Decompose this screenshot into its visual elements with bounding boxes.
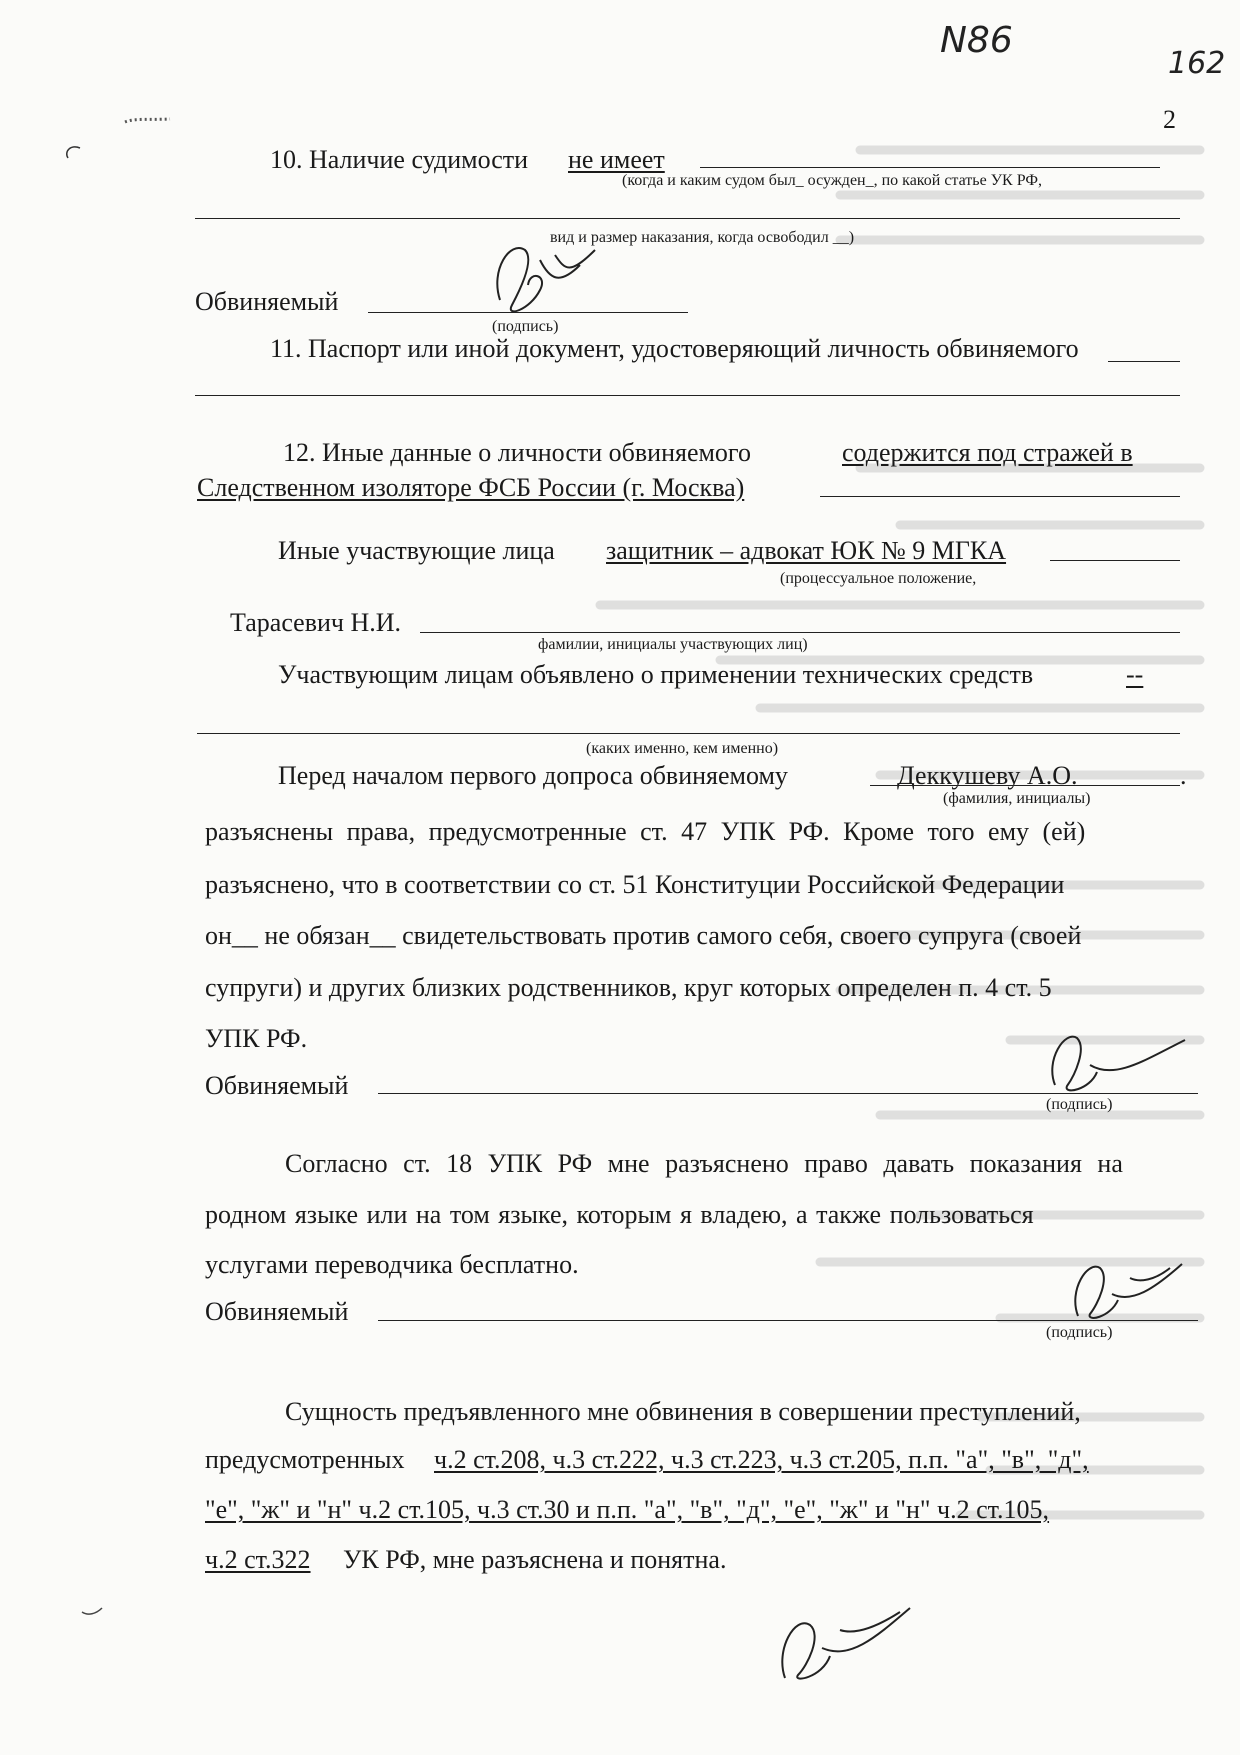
accused-name: Деккушеву А.О. (897, 761, 1078, 790)
participants-name: Тарасевич Н.И. (230, 608, 402, 637)
criminal-record-caption-1: (когда и каким судом был_ осужден_, по какой статье УК РФ, (622, 172, 1042, 189)
other-data-value-1: содержится под стражей в (842, 438, 1133, 467)
other-data-fill-line (820, 496, 1180, 497)
charges-line-2-value: ч.2 ст.208, ч.3 ст.222, ч.3 ст.223, ч.3 ст.205, п.п. "а", "в", "д", (434, 1445, 1089, 1474)
passport-label: 11. Паспорт или иной документ, удостоверяющий личность обвиняемого (270, 334, 1079, 363)
criminal-record-line-2 (195, 218, 1180, 219)
language-line-1: Согласно ст. 18 УПК РФ мне разъяснено право давать показания на (285, 1149, 1123, 1178)
handwritten-doc-number: N86 (940, 20, 1013, 61)
other-data-value-2: Следственном изоляторе ФСБ России (г. Москва) (197, 473, 745, 502)
accused-signature-image-2 (1035, 1020, 1195, 1100)
passport-fill-line (1108, 361, 1180, 362)
participants-label: Иные участвующие лица (278, 536, 555, 565)
technical-means-value: -- (1126, 660, 1144, 689)
language-line-2: родном языке или на том языке, которым я владею, а также пользоваться (205, 1200, 1034, 1229)
charges-line-3: "е", "ж" и "н" ч.2 ст.105, ч.3 ст.30 и п.п. "а", "в", "д", "е", "ж" и "н" ч.2 ст.105, (205, 1495, 1050, 1524)
signature-caption-3: (подпись) (1046, 1324, 1113, 1341)
handwritten-sheet-number: 162 (1168, 46, 1226, 81)
criminal-record-label: 10. Наличие судимости (270, 145, 529, 174)
technical-means-caption: (каких именно, кем именно) (586, 740, 779, 757)
technical-means-line (197, 733, 1180, 734)
accused-label: Обвиняемый (195, 287, 339, 316)
participants-name-line (420, 632, 1180, 633)
participants-caption-2: фамилии, инициалы участвующих лиц) (538, 636, 808, 653)
rights-line-3: он__ не обязан__ свидетельствовать против самого себя, своего супруга (своей (205, 921, 1082, 950)
rights-line-5: УПК РФ. (205, 1024, 308, 1053)
other-data-label: 12. Иные данные о личности обвиняемого (283, 438, 751, 467)
rights-line-4: супруги) и других близких родственников, круг которых определен п. 4 ст. 5 (205, 973, 1052, 1002)
before-interrogation-label: Перед началом первого допроса обвиняемому (278, 761, 788, 790)
charges-line-1: Сущность предъявленного мне обвинения в совершении преступлений, (285, 1397, 1081, 1426)
rights-line-1: разъяснены права, предусмотренные ст. 47 УПК РФ. Кроме того ему (ей) (205, 817, 1086, 846)
accused-signature-image-4 (760, 1590, 920, 1690)
charges-line-2-label: предусмотренных (205, 1445, 405, 1474)
criminal-record-fill-line (700, 167, 1160, 168)
accused-name-caption: (фамилия, инициалы) (943, 790, 1091, 807)
charges-line-4-value: ч.2 ст.322 (205, 1545, 311, 1574)
participants-value: защитник – адвокат ЮК № 9 МГКА (606, 536, 1007, 565)
accused-signature-image-3 (1060, 1248, 1190, 1328)
signature-caption-2: (подпись) (1046, 1096, 1113, 1113)
participants-caption-1: (процессуальное положение, (780, 570, 977, 587)
technical-means-label: Участвующим лицам объявлено о применении технических средств (278, 660, 1034, 689)
scan-speck (120, 110, 180, 130)
charges-line-4-rest: УК РФ, мне разъяснена и понятна. (343, 1545, 727, 1574)
signature-caption: (подпись) (492, 318, 559, 335)
accused-name-line (870, 785, 1180, 786)
criminal-record-value: не имеет (568, 145, 665, 174)
accused-name-period: . (1180, 761, 1187, 790)
rights-line-2: разъяснено, что в соответствии со ст. 51 Конституции Российской Федерации (205, 870, 1065, 899)
page-number: 2 (1163, 105, 1176, 134)
scan-speck-2 (78, 1600, 108, 1620)
accused-signature-image (470, 230, 620, 330)
punch-hole-mark (60, 140, 90, 170)
accused-label-3: Обвиняемый (205, 1297, 349, 1326)
language-line-3: услугами переводчика бесплатно. (205, 1250, 579, 1279)
accused-label-2: Обвиняемый (205, 1071, 349, 1100)
criminal-record-caption-2: вид и размер наказания, когда освободил __) (550, 229, 855, 246)
participants-fill-line (1050, 560, 1180, 561)
passport-line-2 (195, 395, 1180, 396)
